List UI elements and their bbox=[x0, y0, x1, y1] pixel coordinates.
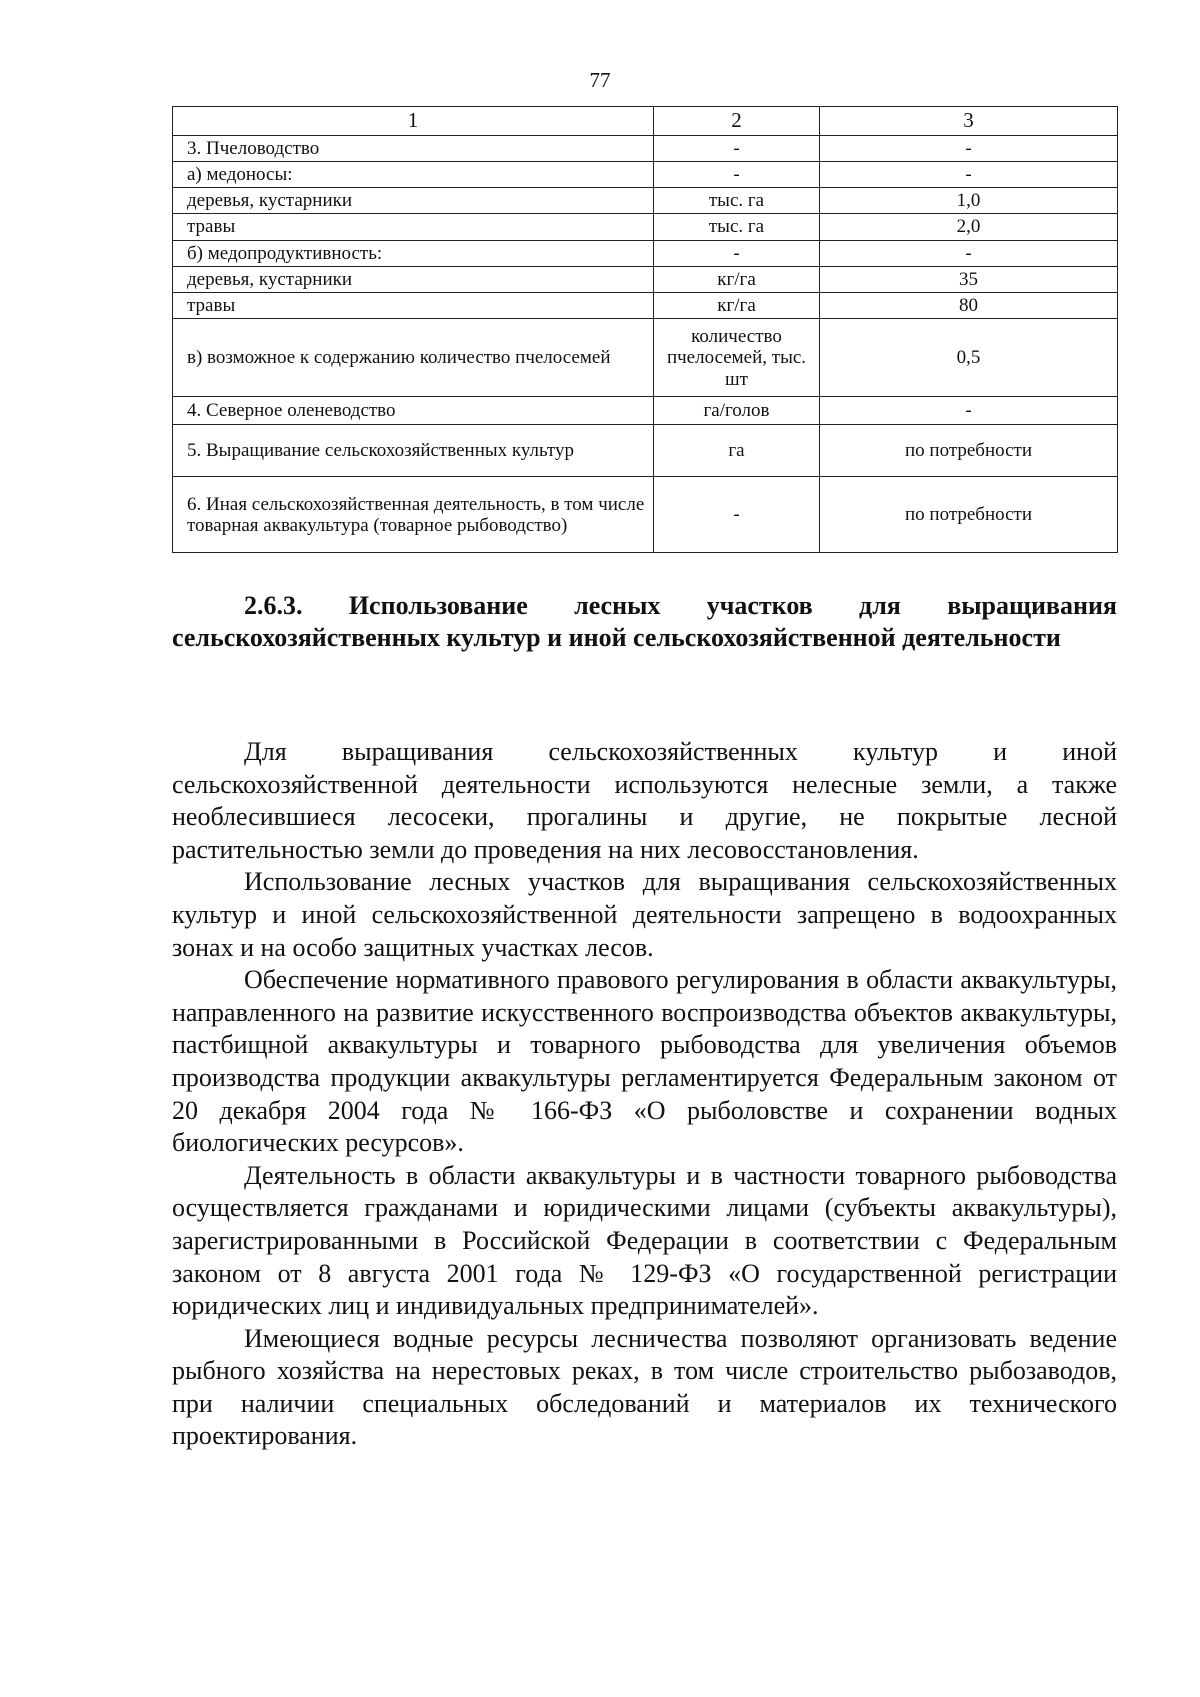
table-cell-value: по потребности bbox=[820, 425, 1118, 477]
table-cell-name: травы bbox=[173, 293, 654, 319]
table-cell-unit: - bbox=[654, 161, 820, 187]
paragraph: Имеющиеся водные ресурсы лесничества позволяют организовать ведение рыбного хозяйства на нерестовых реках, в том числе строительство рыбозаводов, при наличии специальных обследований и материалов их технического проектирования. bbox=[172, 1323, 1117, 1451]
table-cell-name: травы bbox=[173, 214, 654, 240]
table-cell-name: деревья, кустарники bbox=[173, 188, 654, 214]
table-header-cell: 2 bbox=[654, 107, 820, 136]
table-cell-name: б) медопродуктивность: bbox=[173, 240, 654, 266]
paragraph: Использование лесных участков для выращивания сельскохозяйственных культур и иной сельскохозяйственной деятельности запрещено в водоохранных зонах и на особо защитных участках лесов. bbox=[172, 867, 1117, 962]
table-cell-value: 1,0 bbox=[820, 188, 1118, 214]
table-row bbox=[173, 425, 1118, 477]
table-cell-name: 4. Северное оленеводство bbox=[173, 397, 654, 425]
section-heading: 2.6.3. Использование лесных участков для выращивания сельскохозяйственных культур и иной сельскохозяйственной деятельности bbox=[172, 591, 1117, 652]
table-row bbox=[173, 214, 1118, 240]
paragraph: Для выращивания сельскохозяйственных культур и иной сельскохозяйственной деятельности используются нелесные земли, а также необлесившиеся лесосеки, прогалины и другие, не покрытые лесной растительностью земли до проведения на них лесовосстановления. bbox=[172, 737, 1117, 864]
table-cell-unit: - bbox=[654, 477, 820, 553]
table-cell-value: 80 bbox=[820, 293, 1118, 319]
table-header-row bbox=[173, 107, 1118, 136]
table-cell-unit: га bbox=[654, 425, 820, 477]
table-cell-name: 3. Пчеловодство bbox=[173, 135, 654, 161]
table-cell-unit: тыс. га bbox=[654, 214, 820, 240]
table-row bbox=[173, 319, 1118, 397]
data-table bbox=[172, 106, 1118, 553]
table-row bbox=[173, 161, 1118, 187]
paragraph: Обеспечение нормативного правового регулирования в области аквакультуры, направленного на развитие искусственного воспроизводства объектов аквакультуры, пастбищной аквакультуры и товарного рыбоводства для увеличения объемов производства продукции аквакультуры регламентируется Федеральным законом от 20 декабря 2004 года № 166-ФЗ «О рыболовстве и сохранении водных биологических ресурсов». bbox=[172, 965, 1117, 1158]
table-row bbox=[173, 135, 1118, 161]
table-cell-value: - bbox=[820, 135, 1118, 161]
body-text bbox=[172, 736, 1117, 1453]
table-row bbox=[173, 188, 1118, 214]
table-cell-name: 5. Выращивание сельскохозяйственных культур bbox=[173, 425, 654, 477]
table-cell-value: - bbox=[820, 161, 1118, 187]
table-cell-value: 2,0 bbox=[820, 214, 1118, 240]
table-cell-value: по потребности bbox=[820, 477, 1118, 553]
table-row bbox=[173, 266, 1118, 292]
table-header-cell: 1 bbox=[173, 107, 654, 136]
table-cell-unit: тыс. га bbox=[654, 188, 820, 214]
paragraph: Деятельность в области аквакультуры и в частности товарного рыбоводства осуществляется гражданами и юридическими лицами (субъекты аквакультуры), зарегистрированными в Российской Федерации в соответствии с Федеральным законом от 8 августа 2001 года № 129-ФЗ «О государственной регистрации юридических лиц и индивидуальных предпринимателей». bbox=[172, 1160, 1117, 1321]
table-row bbox=[173, 240, 1118, 266]
table-row bbox=[173, 477, 1118, 553]
table-cell-unit: га/голов bbox=[654, 397, 820, 425]
table-cell-value: - bbox=[820, 397, 1118, 425]
table-cell-value: - bbox=[820, 240, 1118, 266]
table-cell-name: 6. Иная сельскохозяйственная деятельность, в том числе товарная аквакультура (товарное рыбоводство) bbox=[173, 477, 654, 553]
table-row bbox=[173, 397, 1118, 425]
table-cell-value: 0,5 bbox=[820, 319, 1118, 397]
table-cell-name: деревья, кустарники bbox=[173, 266, 654, 292]
table-cell-unit: кг/га bbox=[654, 293, 820, 319]
table-header-cell: 3 bbox=[820, 107, 1118, 136]
table-row bbox=[173, 293, 1118, 319]
table-cell-unit: кг/га bbox=[654, 266, 820, 292]
table-cell-unit: количество пчелосемей, тыс. шт bbox=[654, 319, 820, 397]
table-cell-name: а) медоносы: bbox=[173, 161, 654, 187]
table-cell-unit: - bbox=[654, 240, 820, 266]
table-cell-name: в) возможное к содержанию количество пчелосемей bbox=[173, 319, 654, 397]
table-cell-value: 35 bbox=[820, 266, 1118, 292]
table-cell-unit: - bbox=[654, 135, 820, 161]
page-number: 77 bbox=[589, 68, 611, 92]
